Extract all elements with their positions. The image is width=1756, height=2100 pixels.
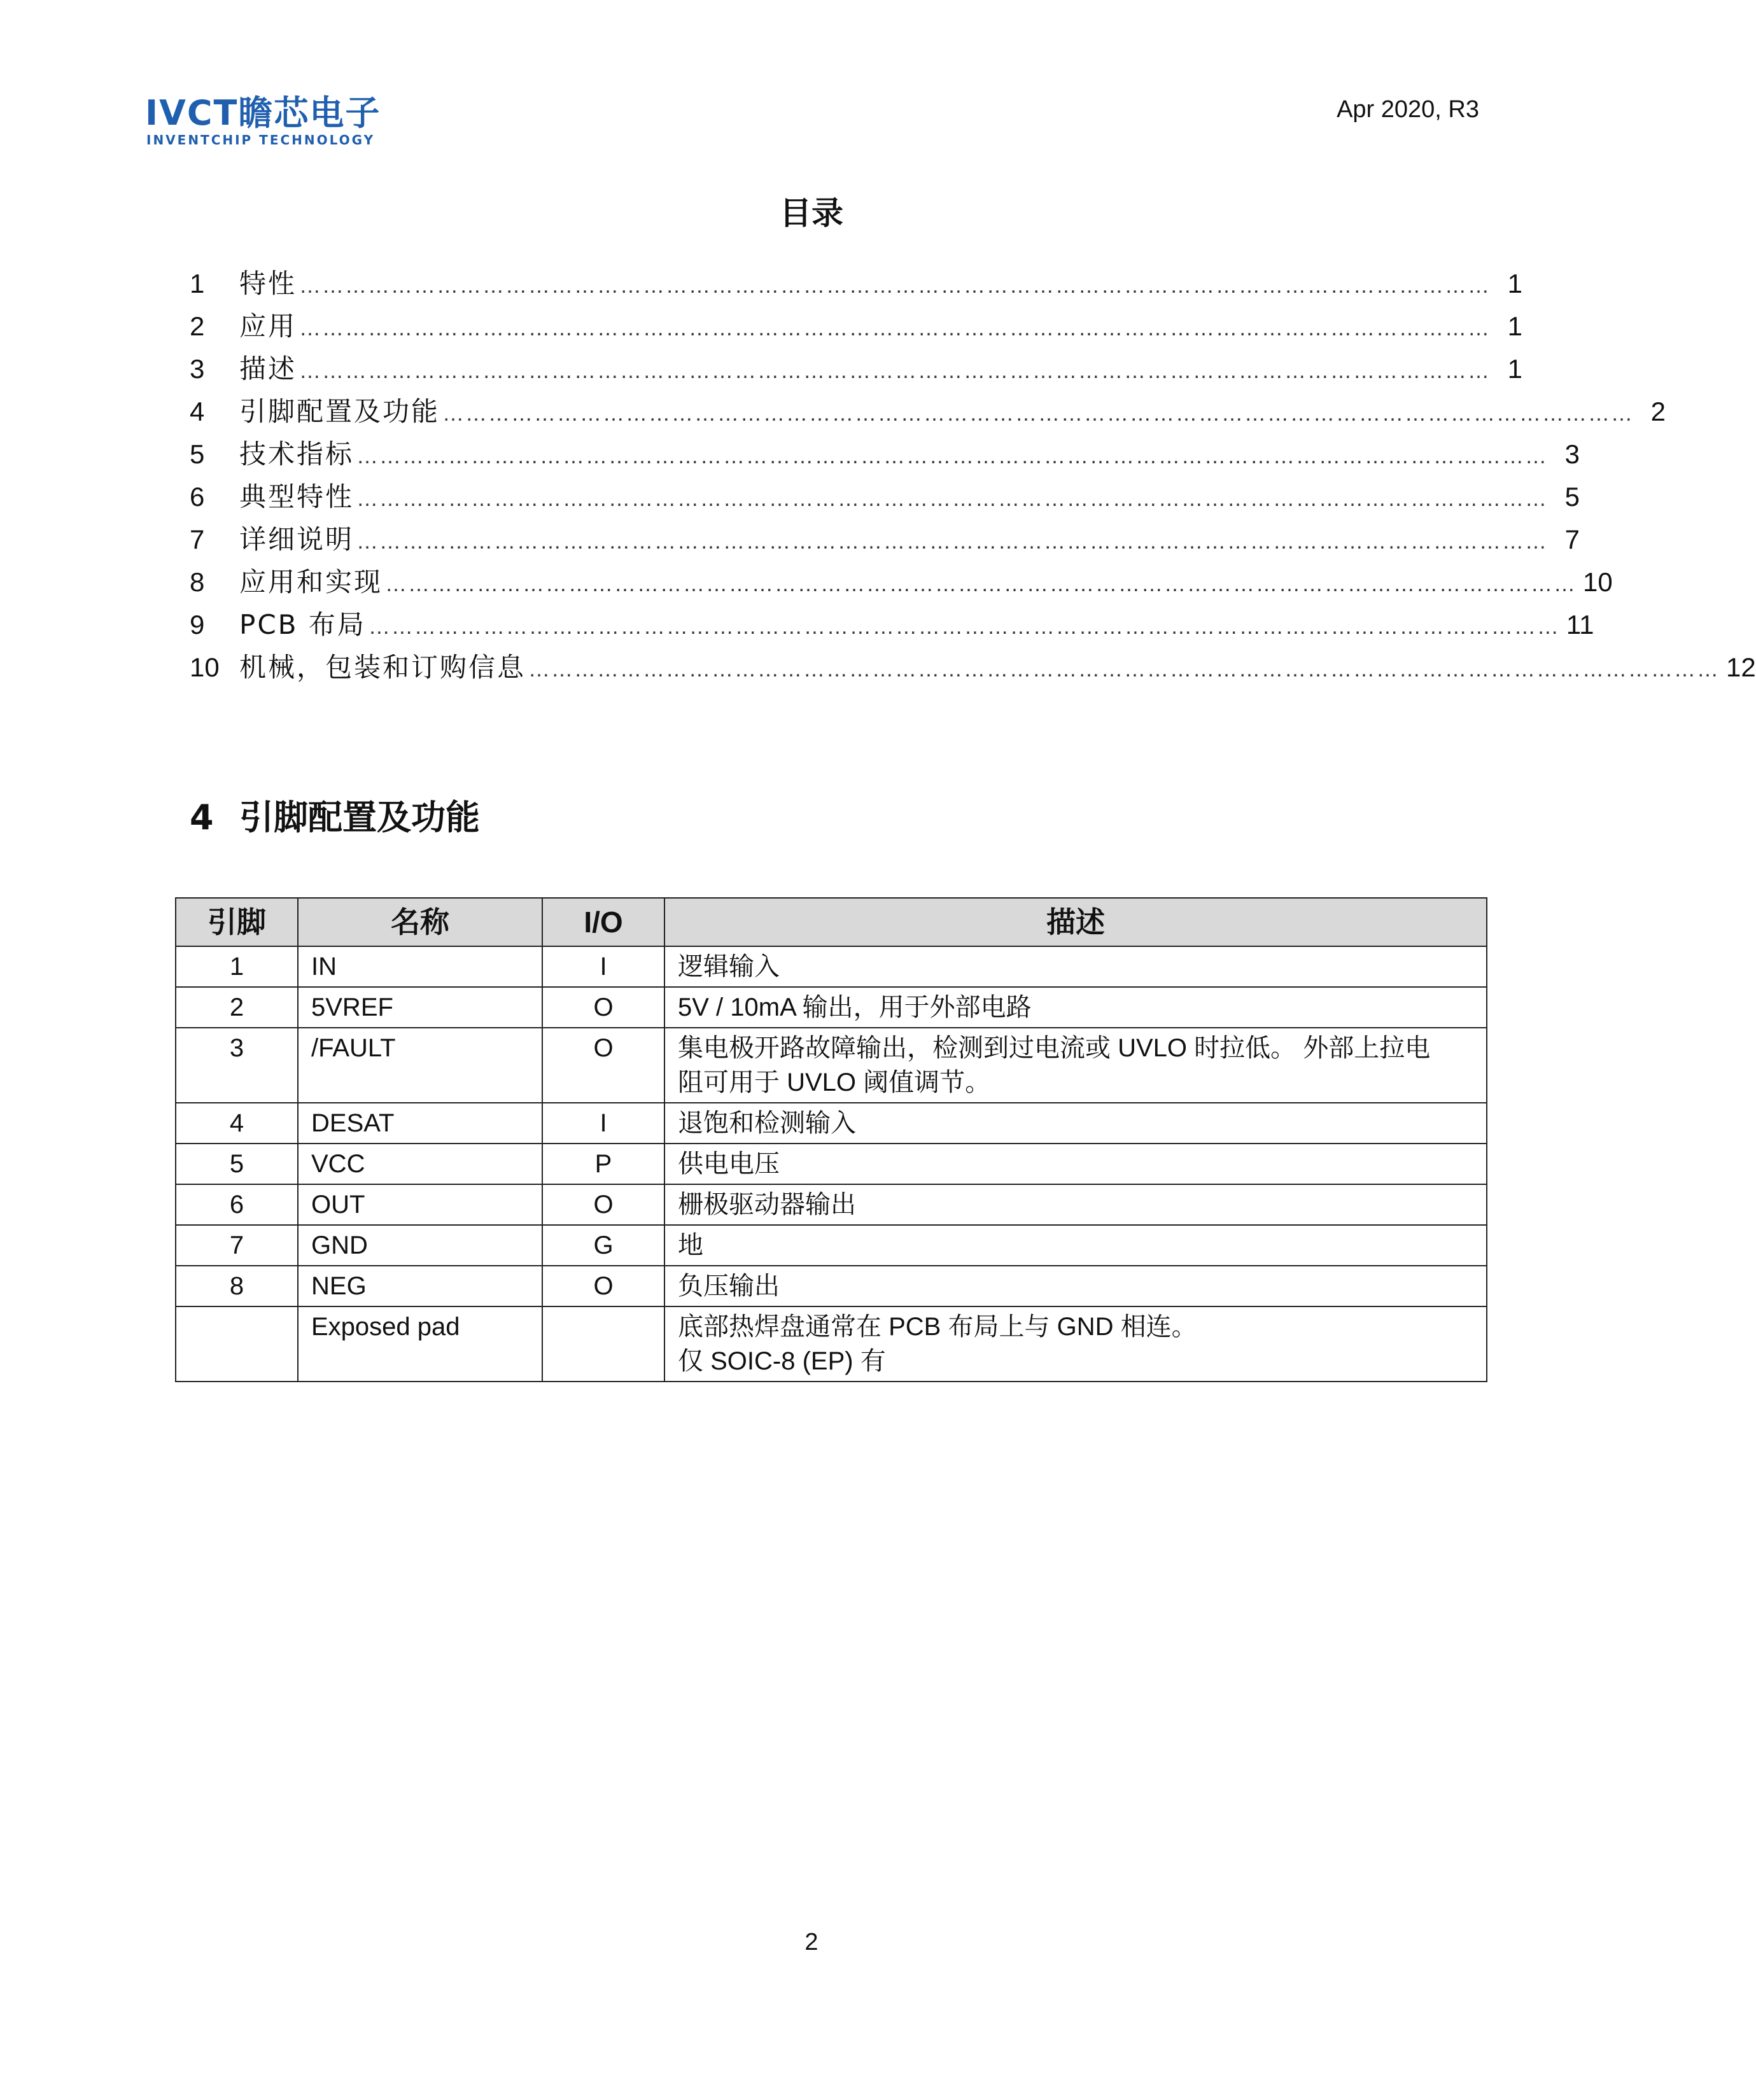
toc-item[interactable] (190, 391, 1666, 433)
toc-dot-leader: ………………………………………………………………………………………………………………………………………… (299, 359, 1491, 383)
toc-item-label: 描述 (239, 353, 297, 384)
cell-io: O (542, 1184, 664, 1225)
cell-io: O (542, 987, 664, 1028)
cell-description (664, 987, 1487, 1028)
toc-item[interactable] (190, 561, 1613, 604)
desc-line: 退饱和检测输入 (678, 1109, 856, 1137)
toc-item-page: 1 (1507, 269, 1523, 298)
toc-item-page: 1 (1507, 354, 1523, 384)
toc-item-page: 11 (1566, 610, 1594, 640)
toc-item-page: 7 (1564, 524, 1580, 554)
table-of-contents (190, 263, 1756, 689)
cell-description (664, 1103, 1487, 1144)
table-row (176, 987, 1487, 1028)
toc-item-number: 9 (190, 610, 205, 640)
cell-description (664, 1306, 1487, 1382)
toc-item-page: 2 (1650, 396, 1666, 426)
cell-name: Exposed pad (298, 1306, 542, 1382)
cell-pin: 4 (176, 1103, 298, 1144)
toc-dot-leader: ………………………………………………………………………………………………………………………………………… (528, 657, 1720, 682)
toc-title: 目录 (780, 195, 843, 232)
cell-name: IN (298, 946, 542, 987)
cell-pin: 5 (176, 1144, 298, 1184)
cell-pin: 7 (176, 1225, 298, 1266)
toc-dot-leader: ………………………………………………………………………………………………………………………………………… (299, 274, 1491, 298)
cell-pin: 3 (176, 1028, 298, 1103)
toc-dot-leader: ………………………………………………………………………………………………………………………………………… (356, 487, 1549, 511)
table-row (176, 1184, 1487, 1225)
toc-item-label: 技术指标 (239, 438, 355, 470)
cell-name: 5VREF (298, 987, 542, 1028)
company-logo (145, 93, 387, 150)
toc-item-label: 机械，包装和订购信息 (239, 652, 526, 683)
toc-item[interactable] (190, 263, 1523, 305)
toc-dot-leader: ………………………………………………………………………………………………………………………………………… (356, 444, 1549, 468)
desc-line: 负压输出 (678, 1272, 780, 1300)
toc-item-label: 典型特性 (239, 481, 355, 512)
table-row (176, 1306, 1487, 1382)
header-name: 名称 (298, 898, 542, 946)
cell-description (664, 1184, 1487, 1225)
toc-item[interactable] (190, 348, 1523, 391)
cell-io (542, 1306, 664, 1382)
logo-subtext: INVENTCHIP TECHNOLOGY (146, 132, 376, 148)
cell-io: O (542, 1266, 664, 1306)
toc-item-number: 10 (190, 652, 220, 682)
toc-item-label: 应用和实现 (239, 566, 383, 598)
toc-item[interactable] (190, 433, 1580, 476)
cell-description (664, 1225, 1487, 1266)
page-number: 2 (804, 1929, 818, 1956)
document-date: Apr 2020, R3 (1337, 96, 1479, 123)
desc-line-2: 仅 SOIC-8 (EP) 有 (678, 1347, 886, 1375)
toc-dot-leader: ………………………………………………………………………………………………………………………………………… (356, 529, 1549, 554)
cell-description (664, 1028, 1487, 1103)
toc-item-label: 引脚配置及功能 (239, 396, 440, 427)
cell-description (664, 946, 1487, 987)
toc-item-label: 详细说明 (239, 524, 355, 555)
cell-io: I (542, 946, 664, 987)
toc-item-number: 1 (190, 269, 205, 298)
cell-description (664, 1266, 1487, 1306)
toc-item[interactable] (190, 604, 1594, 647)
cell-name: GND (298, 1225, 542, 1266)
cell-io: I (542, 1103, 664, 1144)
toc-item-label: PCB 布局 (239, 609, 366, 640)
table-header-row (176, 898, 1487, 946)
toc-item[interactable] (190, 305, 1523, 348)
toc-item-number: 8 (190, 567, 205, 597)
desc-line: 底部热焊盘通常在 PCB 布局上与 GND 相连。 (678, 1313, 1197, 1341)
header-description: 描述 (664, 898, 1487, 946)
desc-line: 供电电压 (678, 1150, 780, 1178)
table-row (176, 946, 1487, 987)
cell-pin (176, 1306, 298, 1382)
cell-io: G (542, 1225, 664, 1266)
cell-pin: 2 (176, 987, 298, 1028)
desc-line: 逻辑输入 (678, 953, 780, 981)
table-row (176, 1028, 1487, 1103)
table-row (176, 1225, 1487, 1266)
table-row (176, 1266, 1487, 1306)
toc-item-page: 3 (1564, 439, 1580, 469)
toc-item-number: 5 (190, 439, 205, 469)
toc-item-number: 2 (190, 311, 205, 341)
toc-item[interactable] (190, 647, 1756, 689)
toc-dot-leader: ………………………………………………………………………………………………………………………………………… (299, 316, 1491, 340)
logo-text: IVCT瞻芯电子 (145, 93, 381, 133)
toc-item-page: 12 (1726, 652, 1756, 682)
cell-pin: 8 (176, 1266, 298, 1306)
cell-name: NEG (298, 1266, 542, 1306)
desc-line: 5V / 10mA 输出，用于外部电路 (678, 993, 1032, 1021)
section-number: 4 (190, 797, 214, 837)
toc-dot-leader: ………………………………………………………………………………………………………………………………………… (368, 615, 1560, 639)
cell-name: /FAULT (298, 1028, 542, 1103)
toc-item-number: 7 (190, 524, 205, 554)
toc-item[interactable] (190, 476, 1580, 519)
cell-description (664, 1144, 1487, 1184)
desc-line: 地 (678, 1231, 703, 1259)
desc-line: 集电极开路故障输出，检测到过电流或 UVLO 时拉低。 外部上拉电 (678, 1034, 1431, 1062)
cell-name: DESAT (298, 1103, 542, 1144)
table-row (176, 1103, 1487, 1144)
toc-item-number: 3 (190, 354, 205, 384)
toc-item-label: 特性 (239, 268, 297, 299)
cell-io: P (542, 1144, 664, 1184)
pin-function-table (175, 897, 1487, 1382)
cell-io: O (542, 1028, 664, 1103)
section-title: 引脚配置及功能 (239, 797, 480, 837)
toc-dot-leader: ………………………………………………………………………………………………………………………………………… (385, 572, 1577, 596)
section-heading (190, 795, 480, 840)
toc-item-page: 1 (1507, 311, 1523, 341)
toc-item-page: 10 (1583, 567, 1613, 597)
cell-name: VCC (298, 1144, 542, 1184)
header-io: I/O (542, 898, 664, 946)
cell-pin: 6 (176, 1184, 298, 1225)
toc-item-number: 6 (190, 482, 205, 512)
cell-name: OUT (298, 1184, 542, 1225)
header-pin: 引脚 (176, 898, 298, 946)
desc-line-2: 阻可用于 UVLO 阈值调节。 (678, 1068, 991, 1096)
cell-pin: 1 (176, 946, 298, 987)
toc-item-page: 5 (1564, 482, 1580, 512)
table-row (176, 1144, 1487, 1184)
toc-dot-leader: ………………………………………………………………………………………………………………………………………… (442, 402, 1634, 426)
toc-item[interactable] (190, 519, 1580, 561)
toc-item-label: 应用 (239, 311, 297, 342)
desc-line: 栅极驱动器输出 (678, 1191, 856, 1219)
toc-item-number: 4 (190, 396, 205, 426)
